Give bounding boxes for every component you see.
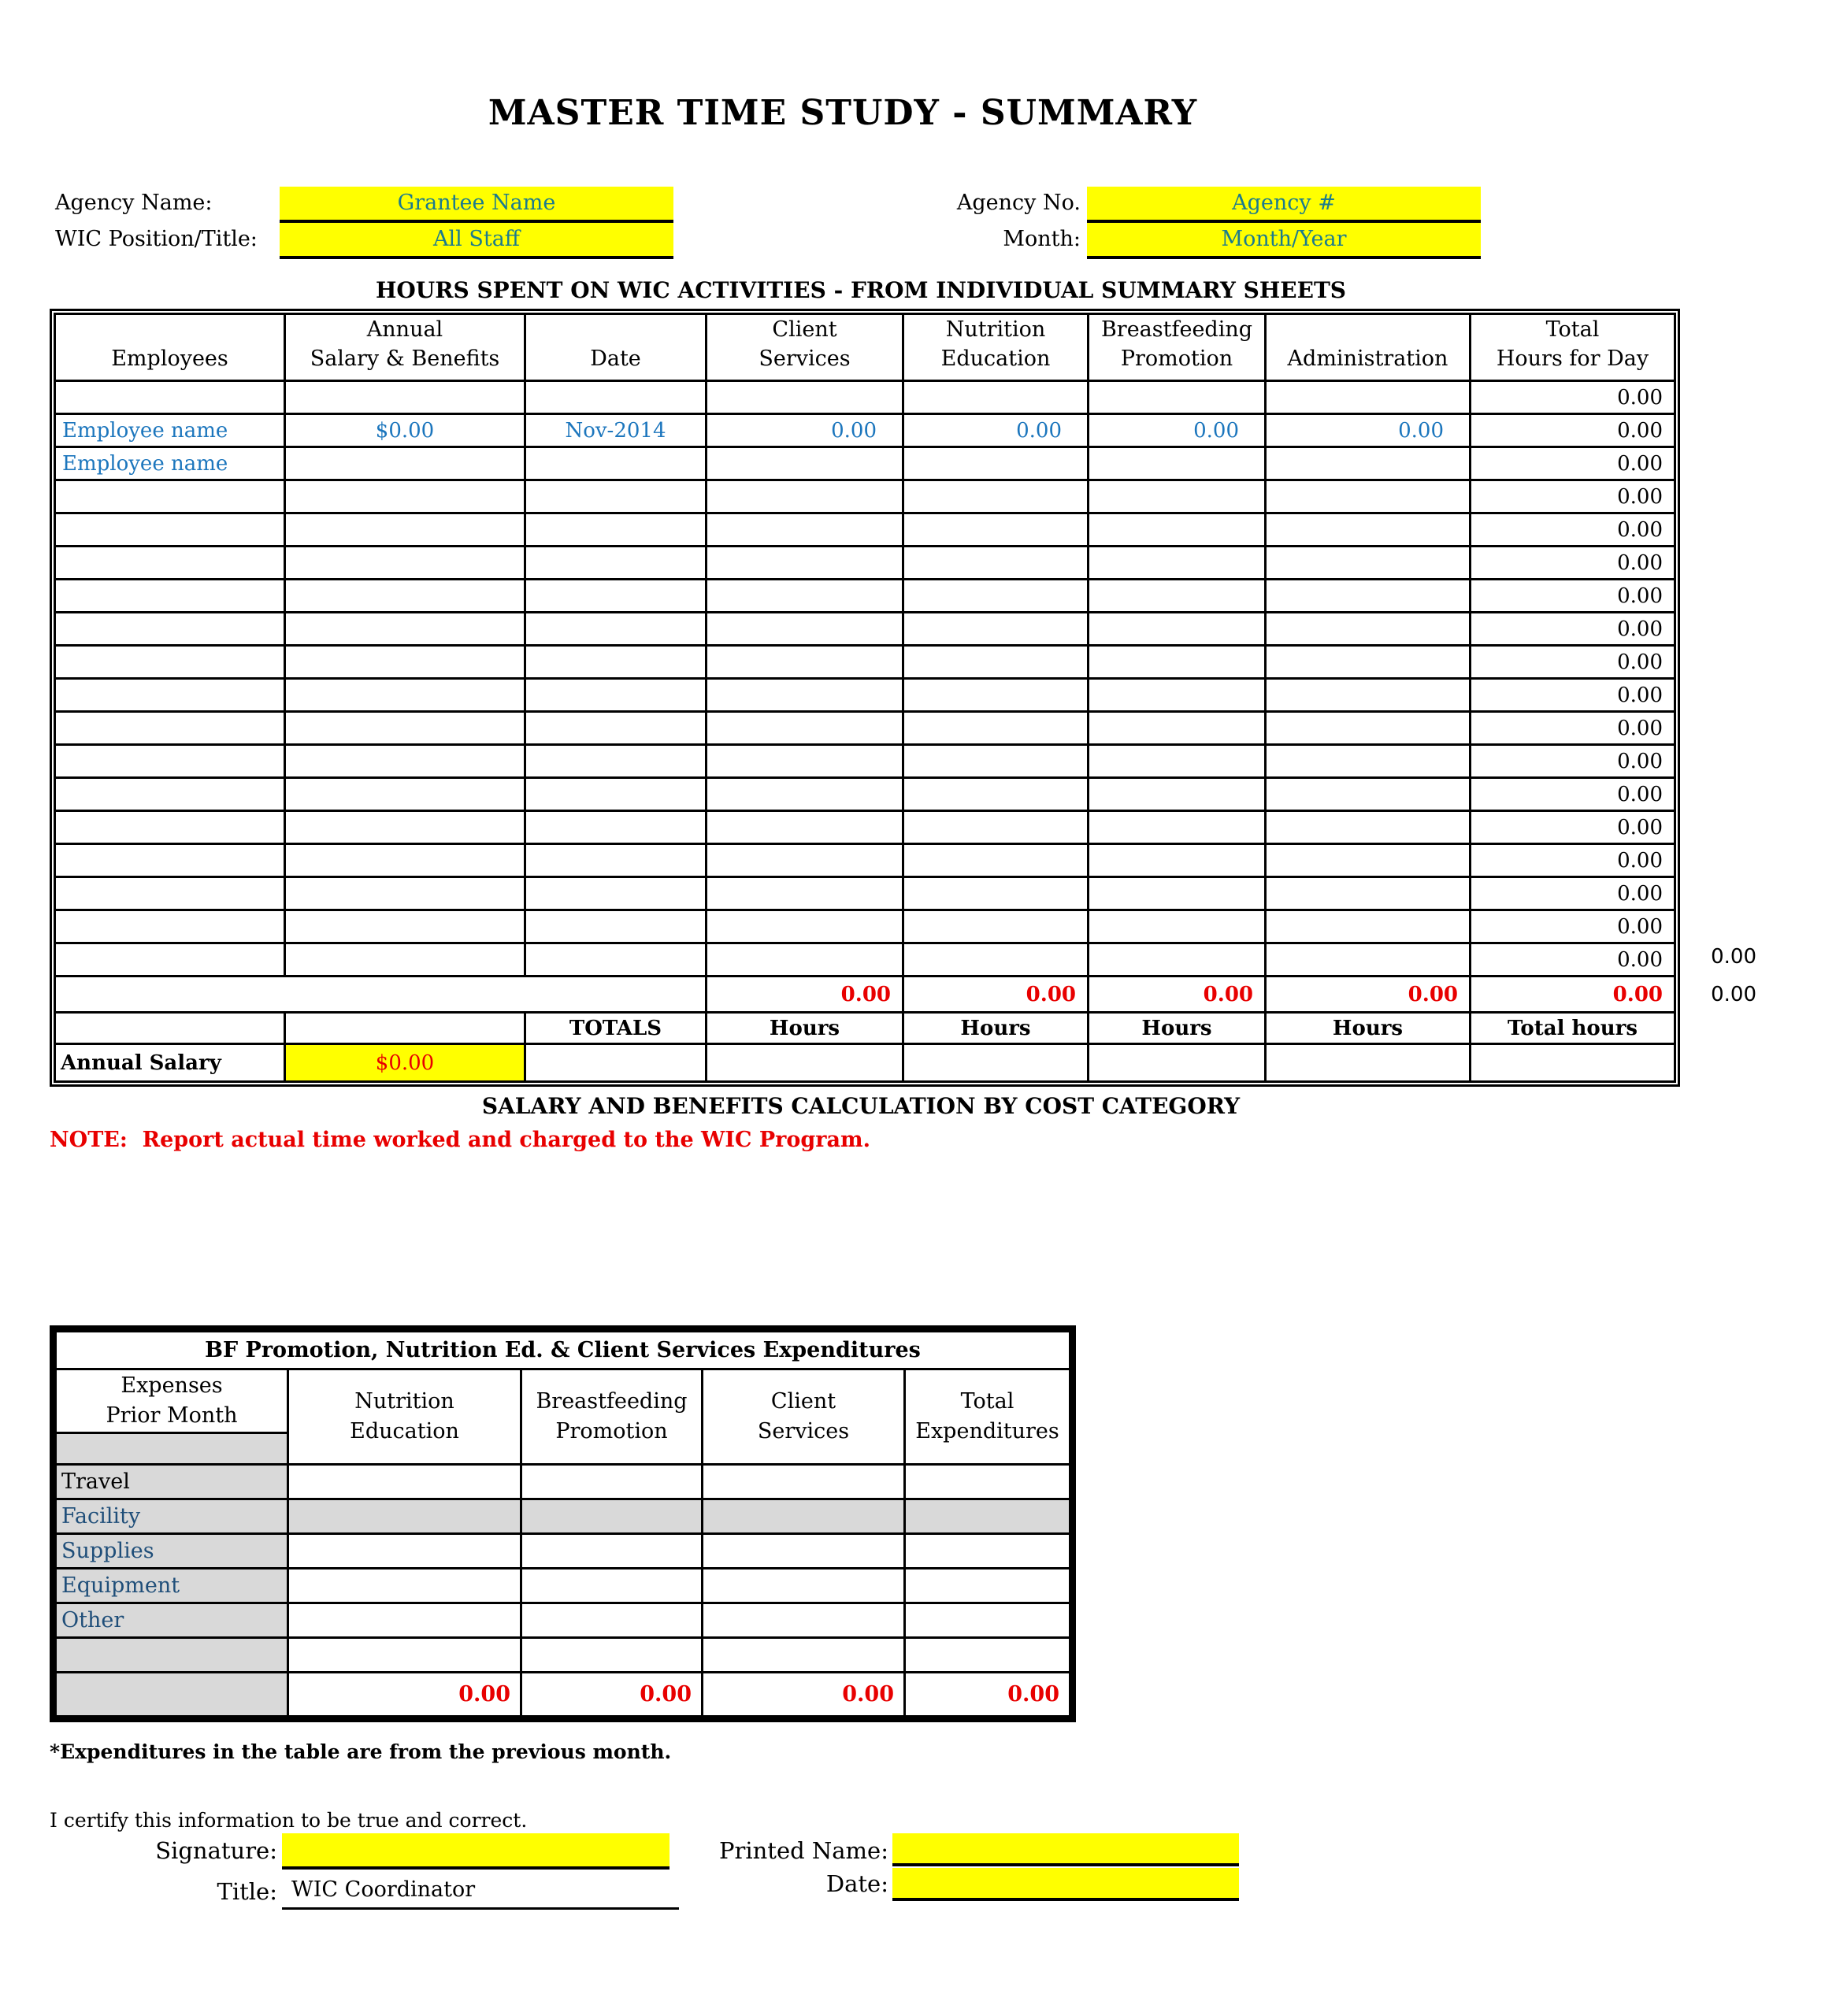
expenses-prior-month-header: Expenses Prior Month	[56, 1369, 288, 1433]
administration-hours-cell[interactable]	[1266, 811, 1471, 844]
nutrition-education-hours-cell[interactable]	[903, 447, 1089, 480]
administration-hours-cell[interactable]	[1266, 910, 1471, 943]
date-cell[interactable]	[525, 381, 707, 414]
hours-table-row	[55, 778, 1675, 811]
breastfeeding-promotion-expenditure-total: 0.00	[521, 1673, 703, 1717]
total-hours-cell: 0.00	[1471, 480, 1675, 513]
expense-row-supplies	[56, 1534, 1070, 1569]
date-cell[interactable]	[525, 943, 707, 976]
hours-header-client-services: Client Services	[707, 314, 903, 381]
date-cell[interactable]	[525, 679, 707, 712]
nutrition-education-hours-cell[interactable]	[903, 646, 1089, 679]
employee-name-cell[interactable]	[55, 712, 285, 745]
client-services-hours-cell[interactable]	[707, 646, 903, 679]
total-hours-cell: 0.00	[1471, 381, 1675, 414]
hours-section-heading: HOURS SPENT ON WIC ACTIVITIES - FROM INDIVIDUAL SUMMARY SHEETS	[375, 277, 1347, 303]
annual-salary-benefits-cell[interactable]	[285, 877, 525, 910]
breastfeeding-promotion-hours-cell[interactable]	[1089, 646, 1266, 679]
agency-name-label: Agency Name:	[55, 191, 213, 215]
page-title: MASTER TIME STUDY - SUMMARY	[488, 93, 1198, 133]
expense-label: Equipment	[56, 1569, 288, 1603]
administration-hours-cell[interactable]	[1266, 745, 1471, 778]
exp-header-total-expenditures: Total Expenditures	[905, 1369, 1070, 1465]
hours-header-date: Date	[525, 314, 707, 381]
administration-hours-cell[interactable]	[1266, 844, 1471, 877]
nutrition-education-hours-cell[interactable]	[903, 480, 1089, 513]
annual-salary-benefits-cell[interactable]	[285, 811, 525, 844]
expense-cell[interactable]	[703, 1603, 905, 1638]
expense-label: Supplies	[56, 1534, 288, 1569]
expense-cell[interactable]	[905, 1499, 1070, 1534]
breastfeeding-promotion-hours-cell[interactable]	[1089, 447, 1266, 480]
printed-name-field[interactable]	[892, 1833, 1239, 1866]
total-hours-cell: 0.00	[1471, 712, 1675, 745]
expense-row-equipment	[56, 1569, 1070, 1603]
expenditures-title: BF Promotion, Nutrition Ed. & Client Services Expenditures	[56, 1332, 1070, 1369]
breastfeeding-promotion-hours-cell[interactable]: 0.00	[1089, 414, 1266, 447]
expense-cell[interactable]	[521, 1499, 703, 1534]
breastfeeding-promotion-hours-cell[interactable]	[1089, 712, 1266, 745]
expense-cell[interactable]	[288, 1465, 521, 1499]
administration-hours-cell[interactable]	[1266, 447, 1471, 480]
employee-name-cell[interactable]	[55, 613, 285, 646]
annual-salary-benefits-cell[interactable]	[285, 844, 525, 877]
hours-caption-administration: Hours	[1266, 1013, 1471, 1044]
expense-cell[interactable]	[703, 1638, 905, 1673]
breastfeeding-promotion-hours-cell[interactable]	[1089, 811, 1266, 844]
date-cell[interactable]	[525, 910, 707, 943]
expense-cell[interactable]	[288, 1603, 521, 1638]
expenses-shaded-cell	[56, 1433, 288, 1465]
nutrition-education-hours-cell[interactable]	[903, 547, 1089, 580]
hours-table-row	[55, 811, 1675, 844]
client-services-hours-cell[interactable]	[707, 712, 903, 745]
total-hours-cell: 0.00	[1471, 447, 1675, 480]
client-services-hours-cell[interactable]	[707, 844, 903, 877]
client-services-hours-cell[interactable]	[707, 910, 903, 943]
expenditures-footnote: *Expenditures in the table are from the previous month.	[50, 1740, 672, 1763]
annual-salary-benefits-cell[interactable]	[285, 745, 525, 778]
hours-table-row	[55, 910, 1675, 943]
client-services-hours-cell[interactable]	[707, 613, 903, 646]
employee-name-cell[interactable]	[55, 547, 285, 580]
nutrition-education-hours-cell[interactable]: 0.00	[903, 414, 1089, 447]
total-hours-caption: Total hours	[1471, 1013, 1675, 1044]
expense-cell[interactable]	[703, 1465, 905, 1499]
annual-salary-benefits-cell[interactable]	[285, 910, 525, 943]
nutrition-education-hours-cell[interactable]	[903, 613, 1089, 646]
administration-hours-cell[interactable]	[1266, 513, 1471, 547]
printed-name-label: Printed Name:	[718, 1837, 888, 1864]
total-hours-cell: 0.00	[1471, 778, 1675, 811]
total-hours-cell: 0.00	[1471, 943, 1675, 976]
date-cell[interactable]	[525, 877, 707, 910]
totals-labels-row	[55, 1013, 1675, 1044]
breastfeeding-promotion-hours-cell[interactable]	[1089, 679, 1266, 712]
expense-cell[interactable]	[905, 1638, 1070, 1673]
expense-row-facility	[56, 1499, 1070, 1534]
breastfeeding-promotion-hours-cell[interactable]	[1089, 943, 1266, 976]
nutrition-education-hours-cell[interactable]	[903, 910, 1089, 943]
employee-name-cell[interactable]	[55, 910, 285, 943]
hours-table	[50, 309, 1680, 1087]
hours-header-nutrition-education: Nutrition Education	[903, 314, 1089, 381]
annual-salary-benefits-cell[interactable]	[285, 381, 525, 414]
nutrition-education-hours-cell[interactable]	[903, 381, 1089, 414]
nutrition-education-hours-cell[interactable]	[903, 679, 1089, 712]
administration-hours-cell[interactable]	[1266, 877, 1471, 910]
expense-cell[interactable]	[703, 1569, 905, 1603]
breastfeeding-promotion-hours-cell[interactable]	[1089, 745, 1266, 778]
annual-salary-benefits-cell[interactable]	[285, 646, 525, 679]
expense-label: Other	[56, 1603, 288, 1638]
exp-header-client-services: Client Services	[703, 1369, 905, 1465]
total-hours-cell: 0.00	[1471, 414, 1675, 447]
nutrition-education-hours-cell[interactable]	[903, 943, 1089, 976]
expense-cell[interactable]	[521, 1465, 703, 1499]
month-label: Month:	[1003, 227, 1081, 251]
total-hours-cell: 0.00	[1471, 547, 1675, 580]
agency-no-label: Agency No.	[956, 191, 1081, 215]
employee-name-cell[interactable]	[55, 646, 285, 679]
annual-salary-benefits-cell[interactable]	[285, 580, 525, 613]
employee-name-cell[interactable]: Employee name	[55, 447, 285, 480]
breastfeeding-promotion-hours-cell[interactable]	[1089, 547, 1266, 580]
expense-row-other	[56, 1603, 1070, 1638]
expense-cell[interactable]	[905, 1569, 1070, 1603]
annual-salary-benefits-cell[interactable]	[285, 613, 525, 646]
client-services-hours-cell[interactable]	[707, 547, 903, 580]
breastfeeding-promotion-hours-cell[interactable]	[1089, 580, 1266, 613]
breastfeeding-promotion-hours-cell[interactable]	[1089, 844, 1266, 877]
expenditures-header-row	[56, 1369, 1070, 1433]
hours-table-row	[55, 877, 1675, 910]
administration-hours-cell[interactable]	[1266, 381, 1471, 414]
administration-total: 0.00	[1266, 976, 1471, 1013]
grand-total-hours: 0.00	[1471, 976, 1675, 1013]
date-cell[interactable]: Nov-2014	[525, 414, 707, 447]
expense-cell[interactable]	[703, 1534, 905, 1569]
totals-merged-cell	[55, 976, 707, 1013]
date-cell[interactable]	[525, 778, 707, 811]
expenditures-totals-row	[56, 1673, 1070, 1717]
total-hours-cell: 0.00	[1471, 877, 1675, 910]
date-cell[interactable]	[525, 547, 707, 580]
signature-label: Signature:	[155, 1837, 277, 1864]
expense-cell[interactable]	[521, 1638, 703, 1673]
breastfeeding-promotion-hours-cell[interactable]	[1089, 910, 1266, 943]
wic-position-label: WIC Position/Title:	[55, 227, 258, 251]
signature-field[interactable]	[282, 1833, 669, 1870]
annual-salary-benefits-cell[interactable]	[285, 513, 525, 547]
client-services-hours-cell[interactable]	[707, 580, 903, 613]
title-field[interactable]: WIC Coordinator	[282, 1873, 679, 1910]
employee-name-cell[interactable]	[55, 745, 285, 778]
nutrition-education-total: 0.00	[903, 976, 1089, 1013]
note-text: NOTE: Report actual time worked and charged to the WIC Program.	[50, 1128, 870, 1152]
client-services-hours-cell[interactable]: 0.00	[707, 414, 903, 447]
date-cell[interactable]	[525, 712, 707, 745]
administration-hours-cell[interactable]	[1266, 480, 1471, 513]
hours-table-row	[55, 679, 1675, 712]
employee-name-cell[interactable]: Employee name	[55, 414, 285, 447]
client-services-hours-cell[interactable]	[707, 943, 903, 976]
title-label: Title:	[217, 1878, 277, 1905]
administration-hours-cell[interactable]	[1266, 613, 1471, 646]
exp-header-nutrition-education: Nutrition Education	[288, 1369, 521, 1465]
date-cell[interactable]	[525, 844, 707, 877]
date-cell[interactable]	[525, 613, 707, 646]
expense-row-travel	[56, 1465, 1070, 1499]
date-field[interactable]	[892, 1868, 1239, 1901]
nutrition-education-hours-cell[interactable]	[903, 778, 1089, 811]
annual-salary-benefits-cell[interactable]	[285, 943, 525, 976]
expense-cell[interactable]	[905, 1603, 1070, 1638]
employee-name-cell[interactable]	[55, 811, 285, 844]
annual-salary-benefits-cell[interactable]	[285, 778, 525, 811]
date-cell[interactable]	[525, 646, 707, 679]
client-services-hours-cell[interactable]	[707, 513, 903, 547]
annual-salary-benefits-cell[interactable]	[285, 712, 525, 745]
client-services-hours-cell[interactable]	[707, 381, 903, 414]
salary-benefits-heading: SALARY AND BENEFITS CALCULATION BY COST CATEGORY	[481, 1093, 1241, 1119]
wic-position-field[interactable]: All Staff	[280, 223, 673, 259]
annual-salary-value[interactable]: $0.00	[285, 1044, 525, 1082]
expense-cell[interactable]	[521, 1569, 703, 1603]
hours-header-breastfeeding-promotion: Breastfeeding Promotion	[1089, 314, 1266, 381]
expense-label: Facility	[56, 1499, 288, 1534]
breastfeeding-promotion-hours-cell[interactable]	[1089, 381, 1266, 414]
hours-header-administration: Administration	[1266, 314, 1471, 381]
hours-table-row	[55, 414, 1675, 447]
total-hours-cell: 0.00	[1471, 580, 1675, 613]
breastfeeding-promotion-hours-cell[interactable]	[1089, 513, 1266, 547]
total-hours-cell: 0.00	[1471, 679, 1675, 712]
hours-header-employees: Employees	[55, 314, 285, 381]
agency-no-field[interactable]: Agency #	[1087, 187, 1481, 223]
nutrition-education-hours-cell[interactable]	[903, 580, 1089, 613]
hours-caption-nutrition-education: Hours	[903, 1013, 1089, 1044]
nutrition-education-hours-cell[interactable]	[903, 513, 1089, 547]
expense-cell[interactable]	[288, 1638, 521, 1673]
total-hours-cell: 0.00	[1471, 613, 1675, 646]
hours-table-row	[55, 447, 1675, 480]
total-hours-cell: 0.00	[1471, 513, 1675, 547]
nutrition-education-hours-cell[interactable]	[903, 877, 1089, 910]
client-services-hours-cell[interactable]	[707, 877, 903, 910]
client-services-expenditure-total: 0.00	[703, 1673, 905, 1717]
hours-table-row	[55, 613, 1675, 646]
hours-header-row	[55, 314, 1675, 381]
total-hours-cell: 0.00	[1471, 745, 1675, 778]
exp-header-breastfeeding-promotion: Breastfeeding Promotion	[521, 1369, 703, 1465]
expense-cell[interactable]	[521, 1534, 703, 1569]
annual-salary-benefits-cell[interactable]	[285, 480, 525, 513]
total-hours-cell: 0.00	[1471, 910, 1675, 943]
date-cell[interactable]	[525, 480, 707, 513]
employee-name-cell[interactable]	[55, 877, 285, 910]
client-services-hours-cell[interactable]	[707, 480, 903, 513]
total-hours-cell: 0.00	[1471, 811, 1675, 844]
expense-cell[interactable]	[905, 1465, 1070, 1499]
employee-name-cell[interactable]	[55, 513, 285, 547]
client-services-hours-cell[interactable]	[707, 778, 903, 811]
month-field[interactable]: Month/Year	[1087, 223, 1481, 259]
client-services-hours-cell[interactable]	[707, 447, 903, 480]
total-hours-cell: 0.00	[1471, 646, 1675, 679]
expenditures-title-row	[56, 1332, 1070, 1369]
hours-caption-breastfeeding-promotion: Hours	[1089, 1013, 1266, 1044]
breastfeeding-promotion-hours-cell[interactable]	[1089, 877, 1266, 910]
outside-total-grand: 0.00	[1711, 983, 1756, 1006]
outside-total-body: 0.00	[1711, 945, 1756, 969]
nutrition-education-hours-cell[interactable]	[903, 712, 1089, 745]
administration-hours-cell[interactable]	[1266, 679, 1471, 712]
hours-table-row	[55, 547, 1675, 580]
annual-salary-label: Annual Salary	[55, 1044, 285, 1082]
hours-totals-row	[55, 976, 1675, 1013]
expense-cell[interactable]	[288, 1499, 521, 1534]
agency-name-field[interactable]: Grantee Name	[280, 187, 673, 223]
administration-hours-cell[interactable]	[1266, 778, 1471, 811]
annual-salary-benefits-cell[interactable]	[285, 547, 525, 580]
date-cell[interactable]	[525, 513, 707, 547]
expense-cell[interactable]	[905, 1534, 1070, 1569]
date-cell[interactable]	[525, 447, 707, 480]
expense-cell[interactable]	[703, 1499, 905, 1534]
nutrition-education-hours-cell[interactable]	[903, 811, 1089, 844]
date-cell[interactable]	[525, 580, 707, 613]
hours-header-total: Total Hours for Day	[1471, 314, 1675, 381]
client-services-hours-cell[interactable]	[707, 745, 903, 778]
annual-salary-benefits-cell[interactable]	[285, 447, 525, 480]
certification-statement: I certify this information to be true and correct.	[50, 1809, 528, 1832]
date-cell[interactable]	[525, 811, 707, 844]
expenditures-table	[50, 1325, 1076, 1722]
employee-name-cell[interactable]	[55, 381, 285, 414]
expense-cell[interactable]	[521, 1603, 703, 1638]
hours-table-row	[55, 480, 1675, 513]
employee-name-cell[interactable]	[55, 480, 285, 513]
hours-table-row	[55, 381, 1675, 414]
annual-salary-benefits-cell[interactable]	[285, 679, 525, 712]
hours-table-row	[55, 646, 1675, 679]
hours-table-row	[55, 580, 1675, 613]
total-hours-cell: 0.00	[1471, 844, 1675, 877]
administration-hours-cell[interactable]	[1266, 580, 1471, 613]
expense-label	[56, 1638, 288, 1673]
nutrition-education-expenditure-total: 0.00	[288, 1673, 521, 1717]
administration-hours-cell[interactable]	[1266, 547, 1471, 580]
administration-hours-cell[interactable]	[1266, 943, 1471, 976]
administration-hours-cell[interactable]: 0.00	[1266, 414, 1471, 447]
date-cell[interactable]	[525, 745, 707, 778]
expense-row-blank	[56, 1638, 1070, 1673]
hours-table-row	[55, 745, 1675, 778]
breastfeeding-promotion-total: 0.00	[1089, 976, 1266, 1013]
client-services-total: 0.00	[707, 976, 903, 1013]
employee-name-cell[interactable]	[55, 580, 285, 613]
client-services-hours-cell[interactable]	[707, 811, 903, 844]
expense-label: Travel	[56, 1465, 288, 1499]
hours-table-row	[55, 844, 1675, 877]
hours-table-row	[55, 943, 1675, 976]
client-services-hours-cell[interactable]	[707, 679, 903, 712]
total-expenditures-total: 0.00	[905, 1673, 1070, 1717]
administration-hours-cell[interactable]	[1266, 646, 1471, 679]
administration-hours-cell[interactable]	[1266, 712, 1471, 745]
breastfeeding-promotion-hours-cell[interactable]	[1089, 778, 1266, 811]
hours-table-row	[55, 712, 1675, 745]
nutrition-education-hours-cell[interactable]	[903, 745, 1089, 778]
employee-name-cell[interactable]	[55, 679, 285, 712]
employee-name-cell[interactable]	[55, 844, 285, 877]
employee-name-cell[interactable]	[55, 943, 285, 976]
hours-header-annual-salary: Annual Salary & Benefits	[285, 314, 525, 381]
hours-table-row	[55, 513, 1675, 547]
hours-caption-client-services: Hours	[707, 1013, 903, 1044]
nutrition-education-hours-cell[interactable]	[903, 844, 1089, 877]
expense-cell[interactable]	[288, 1534, 521, 1569]
totals-caption: TOTALS	[525, 1013, 707, 1044]
breastfeeding-promotion-hours-cell[interactable]	[1089, 613, 1266, 646]
breastfeeding-promotion-hours-cell[interactable]	[1089, 480, 1266, 513]
expense-cell[interactable]	[288, 1569, 521, 1603]
annual-salary-benefits-cell[interactable]: $0.00	[285, 414, 525, 447]
annual-salary-row	[55, 1044, 1675, 1082]
date-label: Date:	[825, 1870, 888, 1897]
employee-name-cell[interactable]	[55, 778, 285, 811]
